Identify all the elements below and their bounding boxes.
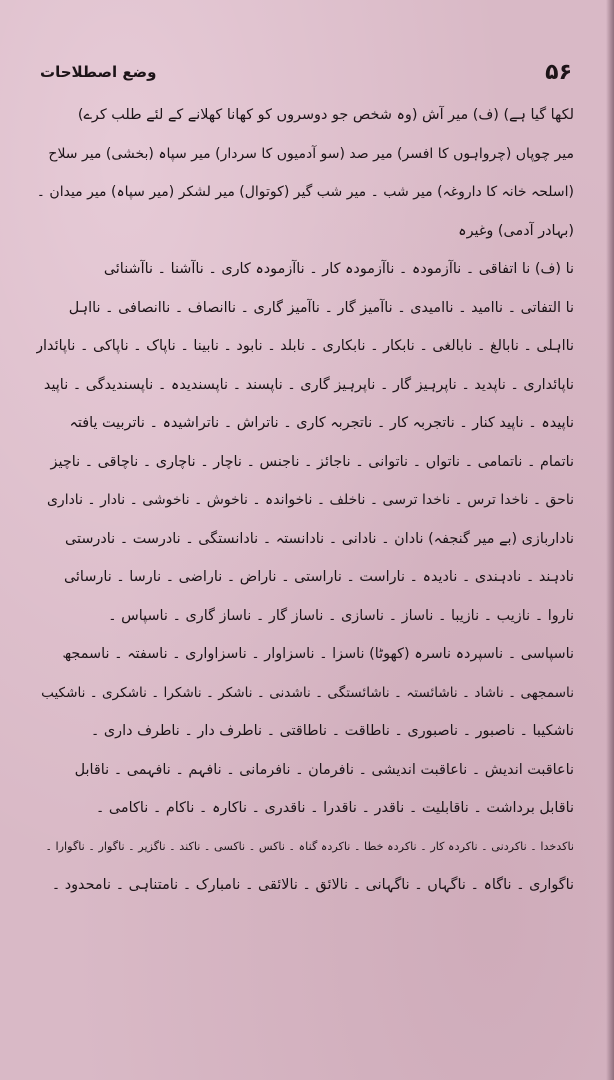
text-line: ناداربازی (بے میر گنجفہ) نادان ۔ نادانی ۔ نادانستہ ۔ نادانستگی ۔ نادرست ۔ نادرستی bbox=[65, 530, 574, 547]
text-line: لکھا گیا ہے) (ف) میر آش (وہ شخص جو دوسروں کو کھانا کھلانے کے لئے طلب کرے) bbox=[77, 107, 574, 123]
text-line: نااہلی ۔ نابالغ ۔ نابالغی ۔ نابکار ۔ نابکاری ۔ نابلد ۔ نابود ۔ نابینا ۔ ناپاک ۔ ناپاکی ۔ ناپائدار bbox=[36, 338, 574, 354]
text-line: ناقابل برداشت ۔ ناقابلیت ۔ ناقدر ۔ ناقدرا ۔ ناقدری ۔ ناکارہ ۔ ناکام ۔ ناکامی ۔ bbox=[95, 800, 574, 816]
text-line: (اسلحہ خانہ کا داروغہ) میر شب ۔ میر شب گیر (کوتوال) میر لشکر (میر سپاہ) میر میدان ۔ bbox=[36, 184, 574, 200]
text-line: ناحق ۔ ناخدا ترس ۔ ناخدا ترسی ۔ ناخلف ۔ ناخواندہ ۔ ناخوش ۔ ناخوشی ۔ نادار ۔ ناداری bbox=[46, 492, 574, 508]
text-line: ناگواری ۔ ناگاہ ۔ ناگہاں ۔ ناگہانی ۔ نالائق ۔ نالائقی ۔ نامبارک ۔ نامتناہی ۔ نامحدود ۔ bbox=[51, 877, 574, 893]
page-body-text bbox=[36, 96, 574, 905]
page-header bbox=[40, 54, 572, 90]
running-title: وضع اصطلاحات bbox=[40, 63, 157, 81]
text-line: ناتمام ۔ ناتمامی ۔ ناتواں ۔ ناتوانی ۔ ناجائز ۔ ناجنس ۔ ناچار ۔ ناچاری ۔ ناچاقی ۔ ناچیز bbox=[50, 453, 574, 470]
text-line: نا التفاتی ۔ ناامید ۔ ناامیدی ۔ ناآمیز گار ۔ ناآمیز گاری ۔ ناانصاف ۔ ناانصافی ۔ نااہل bbox=[68, 299, 574, 316]
text-line: نادہند ۔ نادہندی ۔ نادیدہ ۔ ناراست ۔ ناراستی ۔ ناراض ۔ ناراضی ۔ نارسا ۔ نارسائی bbox=[63, 569, 574, 585]
page-number: ۵۶ bbox=[545, 59, 572, 85]
page-spine-shadow bbox=[606, 0, 614, 1080]
text-line: ناسمجھی ۔ ناشاد ۔ ناشائستہ ۔ ناشائستگی ۔ ناشدنی ۔ ناشکر ۔ ناشکرا ۔ ناشکری ۔ ناشکیب bbox=[41, 684, 574, 701]
text-line: نا (ف) نا اتفاقی ۔ ناآزمودہ ۔ ناآزمودہ کار ۔ ناآزمودہ کاری ۔ ناآشنا ۔ ناآشنائی bbox=[103, 261, 574, 277]
text-line: ناپائداری ۔ ناپدید ۔ ناپرہیز گار ۔ ناپرہیز گاری ۔ ناپسند ۔ ناپسندیدہ ۔ ناپسندیدگی ۔ ناپید bbox=[43, 376, 574, 393]
text-line: ناکدخدا ۔ ناکردنی ۔ ناکردہ کار ۔ ناکردہ خطا ۔ ناکردہ گناہ ۔ ناکس ۔ ناکسی ۔ ناکند ۔ ناگزیر ۔ ناگوار ۔ ناگوارا ۔ bbox=[45, 839, 574, 853]
text-line: ناعاقبت اندیش ۔ ناعاقبت اندیشی ۔ نافرمان ۔ نافرمانی ۔ نافہم ۔ نافہمی ۔ ناقابل bbox=[74, 761, 574, 778]
text-line: ناشکیبا ۔ ناصبور ۔ ناصبوری ۔ ناطاقت ۔ ناطاقتی ۔ ناطرف دار ۔ ناطرف داری ۔ bbox=[90, 723, 574, 739]
text-line: ناپیدہ ۔ ناپید کنار ۔ ناتجربہ کار ۔ ناتجربہ کاری ۔ ناتراش ۔ ناتراشیدہ ۔ ناتربیت یافتہ bbox=[69, 415, 574, 431]
text-line: ناسپاسی ۔ ناسپردہ ناسرہ (کھوٹا) ناسزا ۔ ناسزاوار ۔ ناسزاواری ۔ ناسفتہ ۔ ناسمجھ bbox=[62, 646, 574, 662]
text-line: (بہادر آدمی) وغیرہ bbox=[458, 222, 574, 239]
text-line: میر چوپاں (چرواہوں کا افسر) میر صد (سو آدمیوں کا سردار) میر سپاہ (بخشی) میر سلاح bbox=[48, 145, 574, 162]
text-line: ناروا ۔ نازیب ۔ نازیبا ۔ ناساز ۔ ناسازی ۔ ناساز گار ۔ ناساز گاری ۔ ناسپاس ۔ bbox=[108, 607, 574, 624]
